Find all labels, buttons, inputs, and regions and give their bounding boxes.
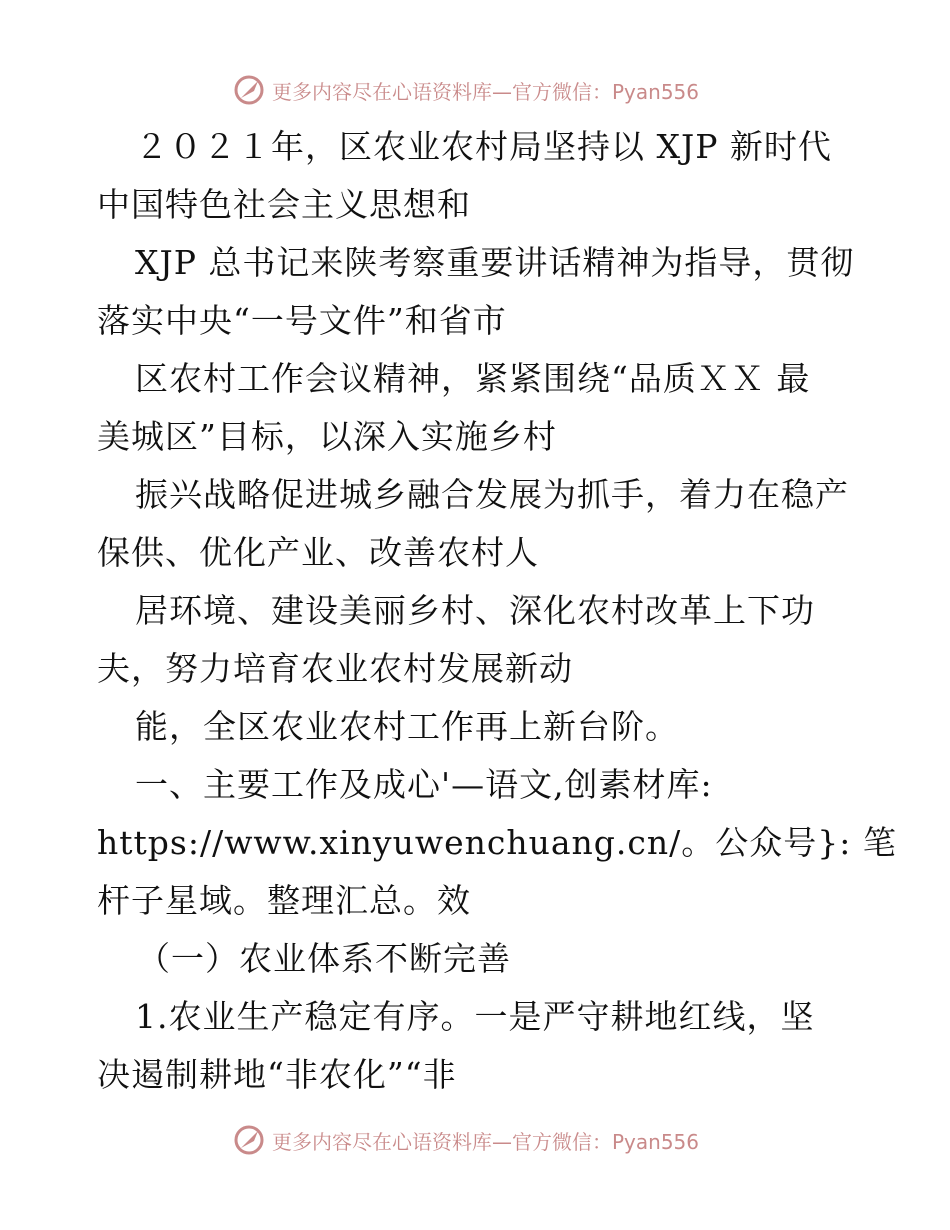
text-line: 1.农业生产稳定有序。一是严守耕地红线，坚 (135, 997, 815, 1036)
text-line: 夫，努力培育农业农村发展新动 (97, 649, 573, 688)
watermark-text: 更多内容尽在心语资料库—官方微信：Pyan556 (272, 1129, 700, 1154)
text-line: 振兴战略促进城乡融合发展为抓手，着力在稳产 (135, 475, 849, 514)
watermark-footer (232, 1120, 699, 1160)
subsection-heading: （一）农业体系不断完善 (137, 939, 511, 978)
text-line: 落实中央“一号文件”和省市 (97, 301, 507, 340)
text-line: 美城区”目标，以深入实施乡村 (97, 417, 557, 456)
watermark-header (232, 70, 699, 110)
text-line: XJP 总书记来陕考察重要讲话精神为指导，贯彻 (135, 243, 855, 282)
text-line: 保供、优化产业、改善农村人 (97, 533, 539, 572)
text-line: 决遏制耕地“非农化”“非 (97, 1055, 457, 1094)
watermark-text: 更多内容尽在心语资料库—官方微信：Pyan556 (272, 79, 700, 104)
text-line: 区农村工作会议精神，紧紧围绕“品质ＸＸ 最 (135, 359, 811, 398)
text-line: 能，全区农业农村工作再上新台阶。 (135, 707, 679, 746)
text-line: https://www.xinyuwenchuang.cn/。公众号}: 笔 (97, 823, 897, 862)
quill-logo-icon (232, 73, 266, 107)
quill-logo-icon (232, 1123, 266, 1157)
text-line: 居环境、建设美丽乡村、深化农村改革上下功 (135, 591, 815, 630)
document-body (97, 118, 897, 1104)
text-line: ２０２１年，区农业农村局坚持以 XJP 新时代 (135, 127, 832, 166)
text-line: 中国特色社会主义思想和 (97, 185, 471, 224)
text-line: 杆子星域。整理汇总。效 (97, 881, 471, 920)
section-heading: 一、主要工作及成心'—语文,创素材库: (135, 765, 713, 804)
